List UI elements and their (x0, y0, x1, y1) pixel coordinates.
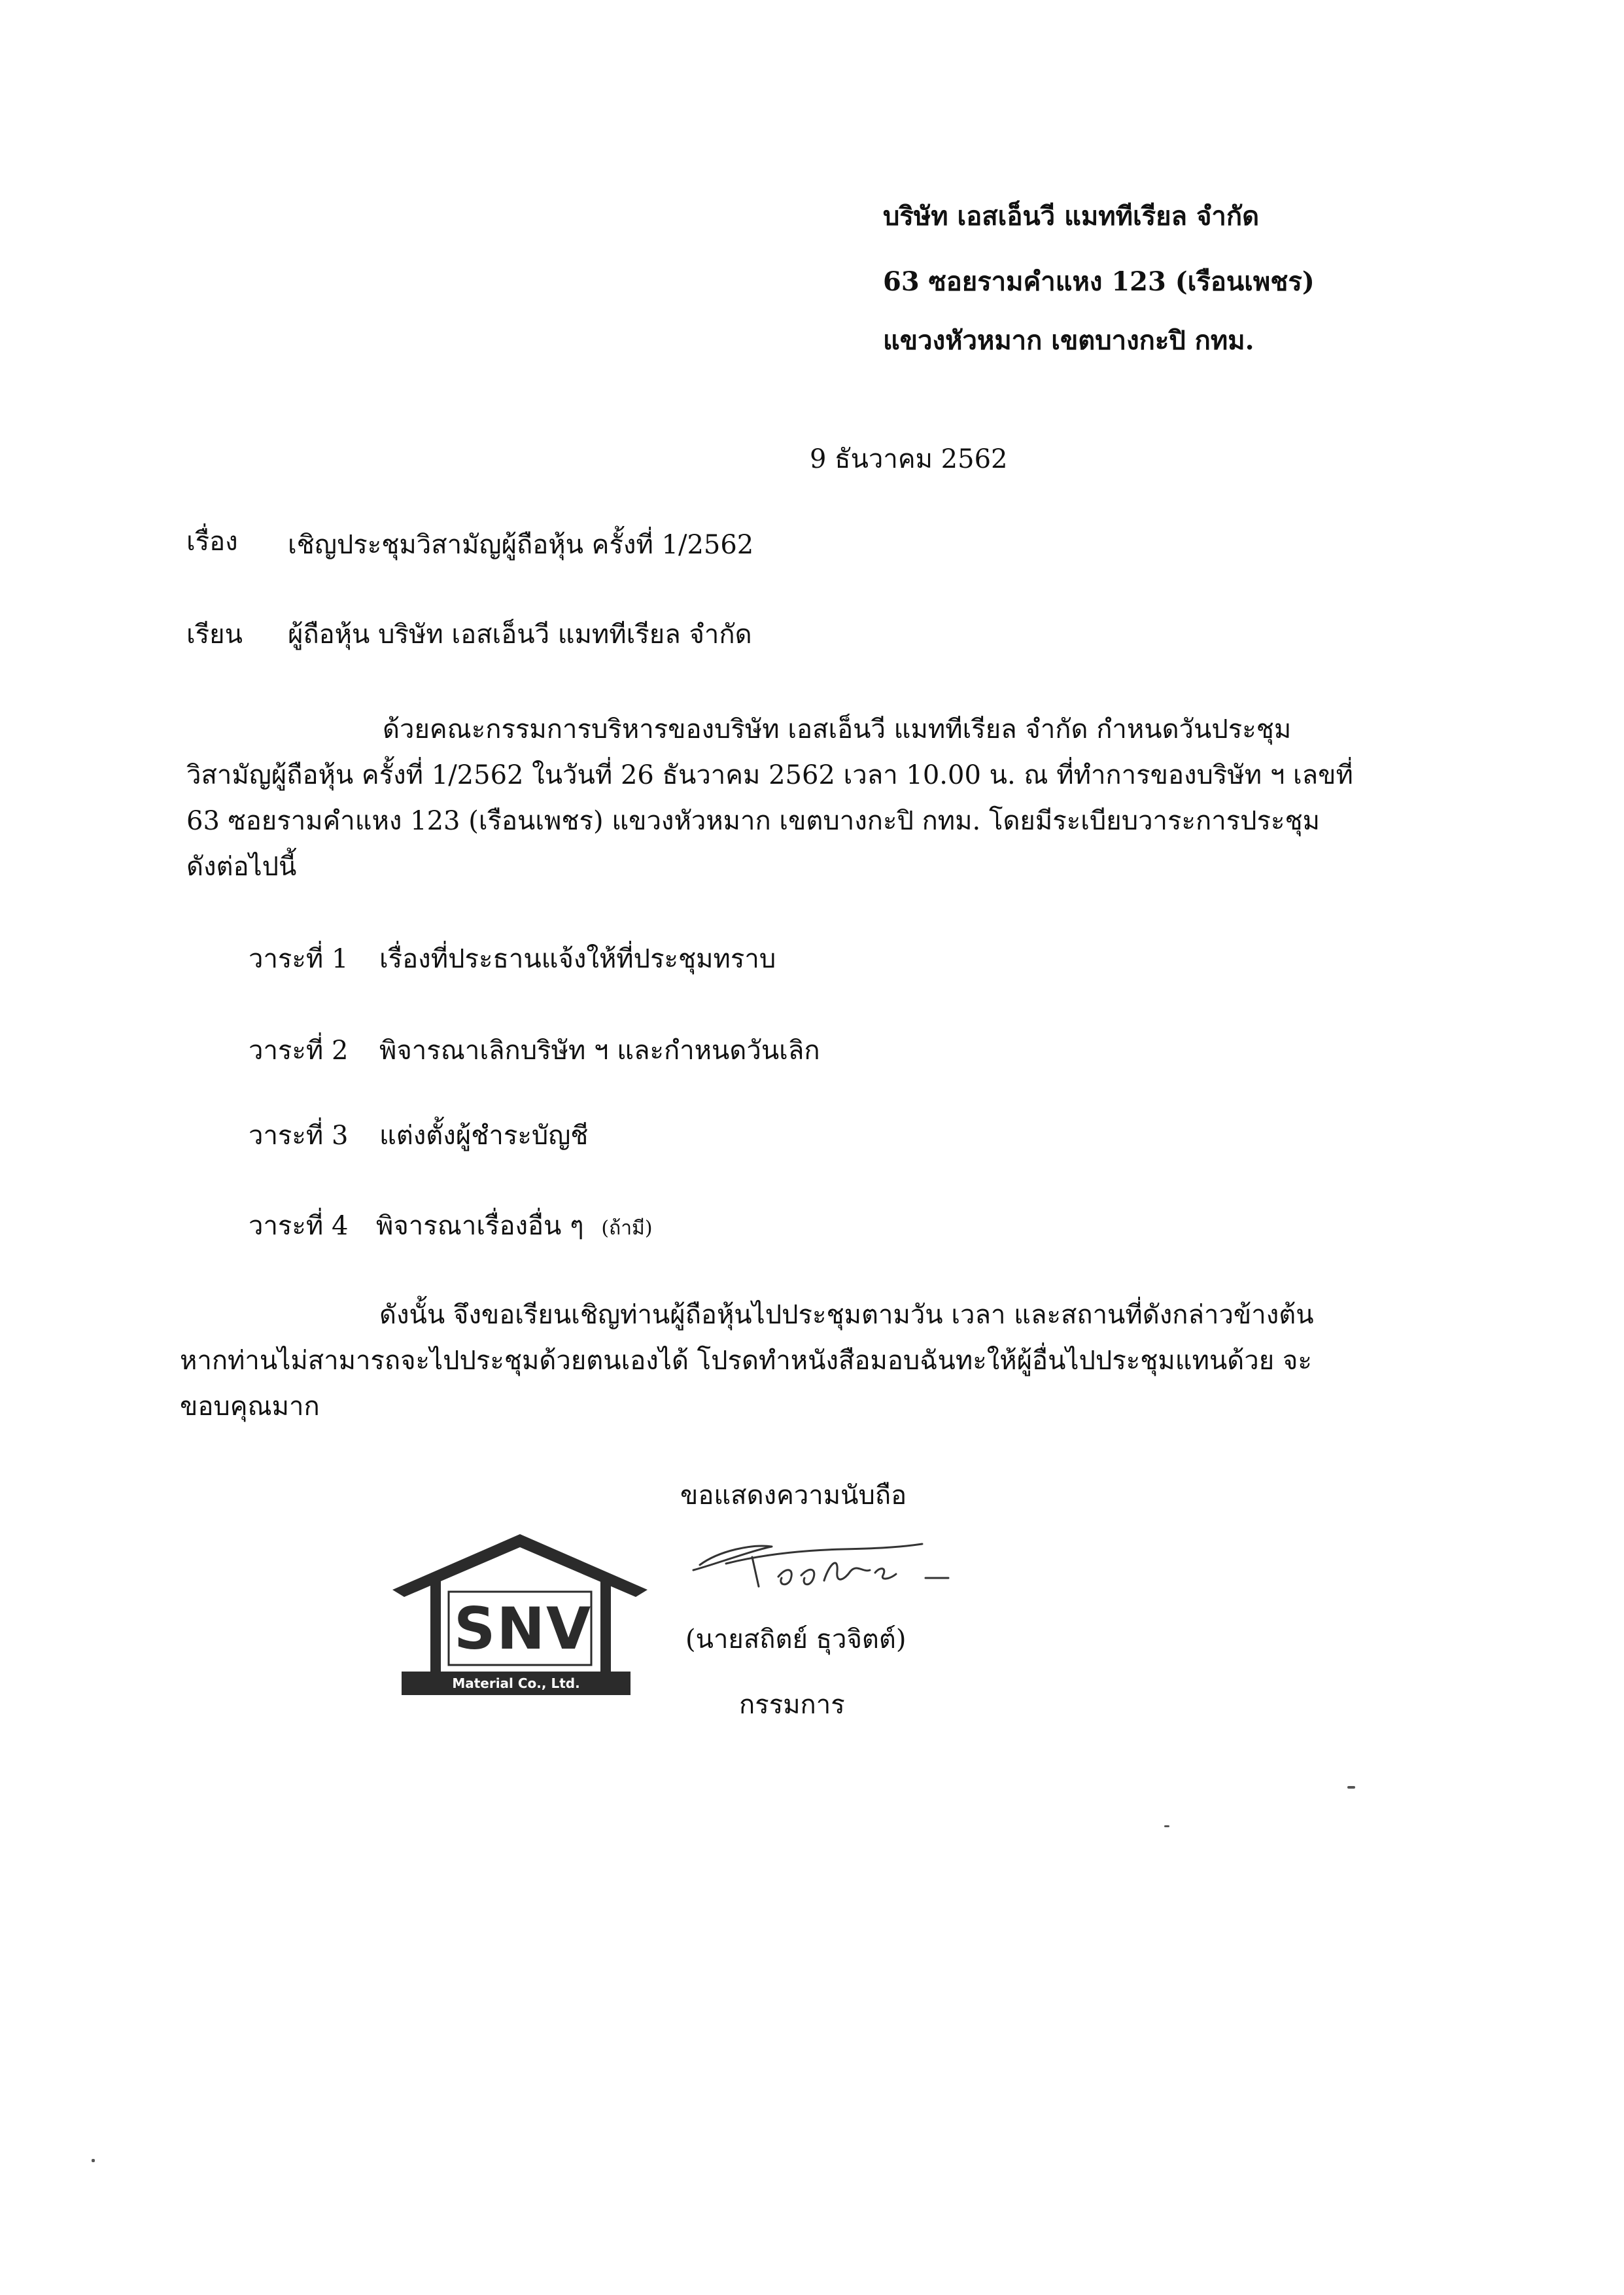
closing-text: ขอแสดงความนับถือ (680, 1480, 907, 1511)
recipient-text: ผู้ถือหุ้น บริษัท เอสเอ็นวี แมททีเรียล จำกัด (288, 620, 752, 650)
stamp-subtitle: Material Co., Ltd. (452, 1675, 580, 1691)
stamp-logo-text: SNV (454, 1595, 593, 1662)
agenda-note: (ถ้ามี) (601, 1217, 653, 1240)
agenda-text: แต่งตั้งผู้ชำระบัญชี (379, 1121, 589, 1151)
body-paragraph-1 (186, 707, 1353, 890)
paragraph-line: ขอบคุณมาก (180, 1392, 320, 1422)
paragraph-line: ด้วยคณะกรรมการบริหารของบริษัท เอสเอ็นวี แมททีเรียล จำกัด กำหนดวันประชุม (383, 714, 1292, 745)
signature-image (674, 1524, 955, 1609)
agenda-label: วาระที่ 4 (249, 1211, 349, 1241)
agenda-text: เรื่องที่ประธานแจ้งให้ที่ประชุมทราบ (379, 944, 776, 974)
agenda-text: พิจารณาเลิกบริษัท ฯ และกำหนดวันเลิก (379, 1036, 820, 1066)
company-address-line1: 63 ซอยรามคำแหง 123 (เรือนเพชร) (883, 266, 1315, 297)
company-stamp (392, 1534, 648, 1701)
paragraph-line: 63 ซอยรามคำแหง 123 (เรือนเพชร) แขวงหัวหมาก เขตบางกะปิ กทม. โดยมีระเบียบวาระการประชุม (186, 806, 1321, 836)
agenda-item-2 (249, 1034, 820, 1068)
agenda-label: วาระที่ 1 (249, 944, 349, 974)
company-address-line2: แขวงหัวหมาก เขตบางกะปิ กทม. (883, 325, 1254, 356)
agenda-item-1 (249, 942, 776, 976)
subject-label: เรื่อง (186, 527, 238, 557)
agenda-label: วาระที่ 3 (249, 1121, 349, 1151)
signatory-name: (นายสถิตย์ ธุวจิตต์) (685, 1624, 907, 1655)
agenda-text: พิจารณาเรื่องอื่น ๆ (376, 1211, 584, 1241)
scan-speck (92, 2159, 95, 2162)
paragraph-line: วิสามัญผู้ถือหุ้น ครั้งที่ 1/2562 ในวันที่ 26 ธันวาคม 2562 เวลา 10.00 น. ณ ที่ทำการของบริษัท ฯ เลขที่ (186, 760, 1353, 790)
letter-date: 9 ธันวาคม 2562 (810, 444, 1008, 474)
scan-speck (1164, 1825, 1169, 1827)
paragraph-line: ดังต่อไปนี้ (186, 852, 297, 882)
paragraph-line: หากท่านไม่สามารถจะไปประชุมด้วยตนเองได้ โปรดทำหนังสือมอบฉันทะให้ผู้อื่นไปประชุมแทนด้วย จะ (180, 1346, 1312, 1376)
agenda-item-4 (249, 1209, 653, 1246)
subject-text: เชิญประชุมวิสามัญผู้ถือหุ้น ครั้งที่ 1/2562 (288, 530, 754, 560)
body-paragraph-2 (180, 1292, 1314, 1429)
signatory-title: กรรมการ (739, 1690, 845, 1720)
agenda-item-3 (249, 1119, 588, 1153)
recipient-label: เรียน (186, 620, 243, 650)
agenda-label: วาระที่ 2 (249, 1036, 349, 1066)
paragraph-line: ดังนั้น จึงขอเรียนเชิญท่านผู้ถือหุ้นไปประชุมตามวัน เวลา และสถานที่ดังกล่าวข้างต้น (379, 1300, 1314, 1330)
company-name: บริษัท เอสเอ็นวี แมททีเรียล จำกัด (883, 201, 1260, 232)
scan-speck (1347, 1786, 1355, 1789)
